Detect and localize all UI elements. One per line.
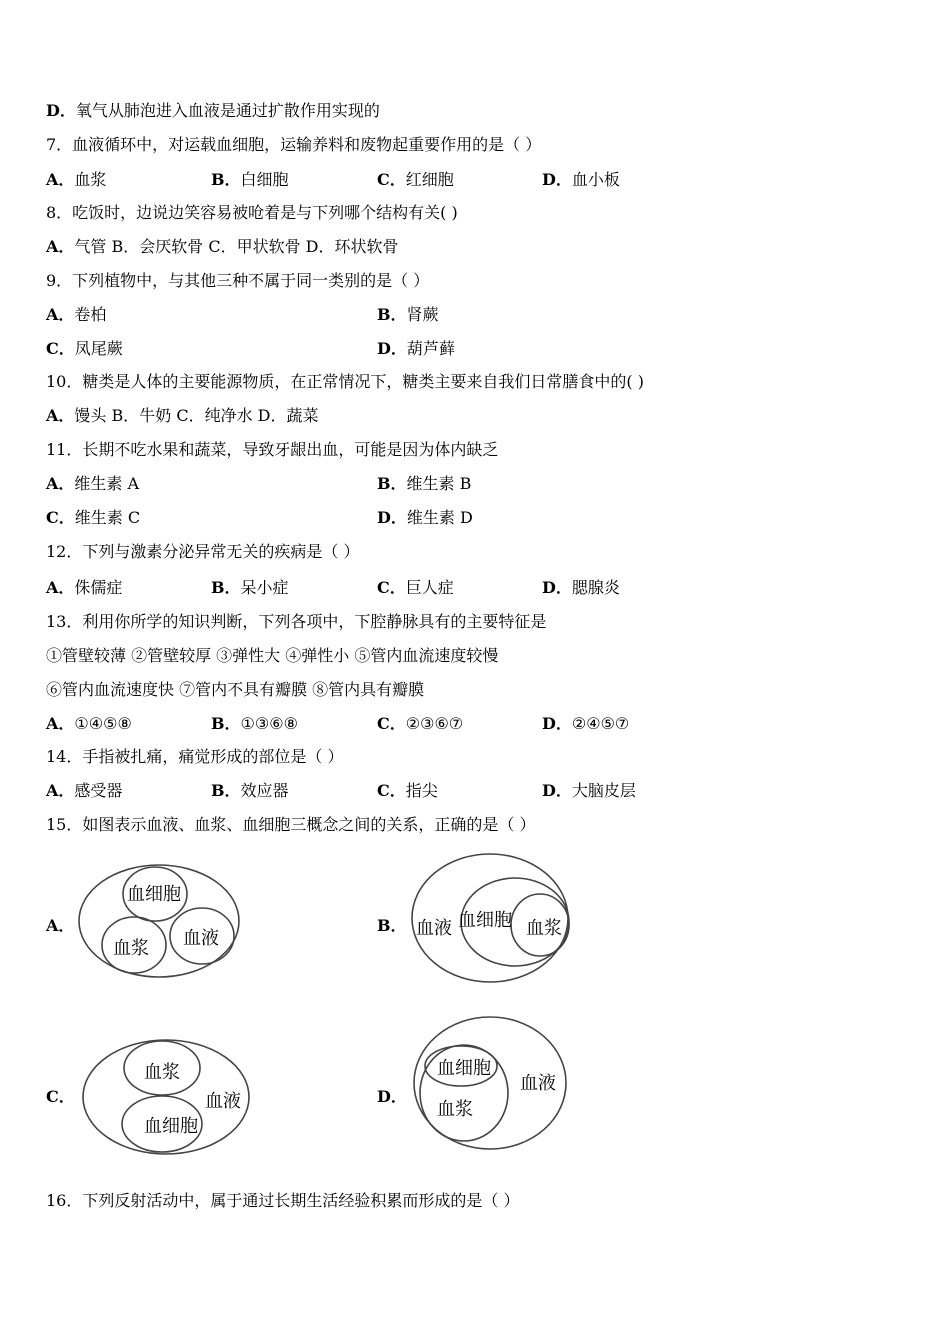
option-text: ①③⑥⑧ bbox=[240, 714, 298, 733]
option-text: 氧气从肺泡进入血液是通过扩散作用实现的 bbox=[75, 101, 380, 120]
term-xuejiang: 血浆 bbox=[437, 1099, 473, 1120]
diagram-d-label: D． bbox=[377, 1087, 407, 1106]
option-label: A． bbox=[46, 781, 75, 800]
q7-option-b bbox=[211, 170, 289, 190]
q11-option-a bbox=[46, 474, 139, 494]
option-text: 维生素 D bbox=[406, 508, 473, 527]
option-text: 维生素 A bbox=[74, 474, 140, 493]
option-text: 馒头 B．牛奶 C．纯净水 D．蔬菜 bbox=[74, 406, 319, 425]
q12-option-b bbox=[211, 578, 289, 598]
term-xuexibao: 血细胞 bbox=[437, 1058, 491, 1079]
option-label: B． bbox=[377, 305, 407, 324]
option-text: 白细胞 bbox=[240, 170, 289, 189]
q12-option-d bbox=[542, 578, 620, 598]
question-16: 16．下列反射活动中，属于通过长期生活经验积累而形成的是（ ） bbox=[46, 1191, 520, 1210]
q13-option-b bbox=[211, 714, 298, 734]
q13-option-d bbox=[542, 714, 629, 734]
q8-options bbox=[46, 237, 399, 257]
option-label: A． bbox=[46, 237, 75, 256]
term-xuexibao: 血细胞 bbox=[458, 910, 512, 931]
option-label: B． bbox=[211, 781, 241, 800]
option-label: A． bbox=[46, 406, 75, 425]
option-label: A． bbox=[46, 305, 75, 324]
option-label: C． bbox=[377, 578, 406, 597]
option-text: ②③⑥⑦ bbox=[405, 714, 464, 733]
option-text: ①④⑤⑧ bbox=[74, 714, 132, 733]
q12-option-a bbox=[46, 578, 122, 598]
diagram-c-label: C． bbox=[46, 1087, 75, 1106]
question-8: 8．吃饭时，边说边笑容易被呛着是与下列哪个结构有关( ) bbox=[46, 203, 458, 222]
q7-option-d bbox=[542, 170, 620, 190]
term-xueye: 血液 bbox=[183, 928, 219, 949]
q14-option-d bbox=[542, 781, 636, 801]
option-label: B． bbox=[377, 474, 407, 493]
option-label: D． bbox=[542, 578, 572, 597]
q9-option-b bbox=[377, 305, 439, 325]
q11-option-b bbox=[377, 474, 471, 494]
option-text: 大脑皮层 bbox=[571, 781, 636, 800]
option-text: 感受器 bbox=[74, 781, 123, 800]
diagram-b bbox=[410, 850, 575, 985]
term-xueye: 血液 bbox=[205, 1091, 241, 1112]
option-label: A． bbox=[46, 578, 75, 597]
question-12: 12．下列与激素分泌异常无关的疾病是（ ） bbox=[46, 542, 360, 561]
q14-option-b bbox=[211, 781, 289, 801]
option-text: 血浆 bbox=[74, 170, 107, 189]
option-label: D． bbox=[542, 714, 572, 733]
option-label: A． bbox=[46, 714, 75, 733]
q10-options bbox=[46, 406, 319, 426]
diagram-a bbox=[75, 860, 245, 980]
question-10: 10．糖类是人体的主要能源物质，在正常情况下，糖类主要来自我们日常膳食中的( ) bbox=[46, 372, 644, 391]
option-text: 血小板 bbox=[571, 170, 620, 189]
term-xuejiang: 血浆 bbox=[526, 918, 562, 939]
q12-option-c bbox=[377, 578, 454, 598]
question-15: 15．如图表示血液、血浆、血细胞三概念之间的关系，正确的是（ ） bbox=[46, 815, 536, 834]
q11-option-d bbox=[377, 508, 473, 528]
q9-option-d bbox=[377, 339, 455, 359]
option-label: B． bbox=[211, 714, 241, 733]
option-text: 腮腺炎 bbox=[571, 578, 620, 597]
q14-option-c bbox=[377, 781, 438, 801]
q7-option-c bbox=[377, 170, 454, 190]
option-text: 红细胞 bbox=[405, 170, 454, 189]
option-text: 卷柏 bbox=[74, 305, 107, 324]
q13-features-line-1: ①管壁较薄 ②管壁较厚 ③弹性大 ④弹性小 ⑤管内血流速度较慢 bbox=[46, 646, 499, 665]
q13-option-c bbox=[377, 714, 463, 734]
term-xuexibao: 血细胞 bbox=[144, 1116, 198, 1137]
term-xuejiang: 血浆 bbox=[144, 1062, 180, 1083]
question-9: 9．下列植物中，与其他三种不属于同一类别的是（ ） bbox=[46, 271, 430, 290]
option-label: C． bbox=[46, 508, 75, 527]
q14-option-a bbox=[46, 781, 122, 801]
option-text: 凤尾蕨 bbox=[74, 339, 123, 358]
question-13: 13．利用你所学的知识判断，下列各项中，下腔静脉具有的主要特征是 bbox=[46, 612, 547, 631]
option-text: 巨人症 bbox=[405, 578, 454, 597]
q13-features-line-2: ⑥管内血流速度快 ⑦管内不具有瓣膜 ⑧管内具有瓣膜 bbox=[46, 680, 425, 699]
diagram-c bbox=[80, 1035, 255, 1157]
option-label: C． bbox=[46, 339, 75, 358]
option-text: 指尖 bbox=[405, 781, 438, 800]
q6-option-d bbox=[46, 101, 380, 121]
option-label: D． bbox=[377, 339, 407, 358]
q13-option-a bbox=[46, 714, 132, 734]
option-text: 呆小症 bbox=[240, 578, 289, 597]
question-11: 11．长期不吃水果和蔬菜，导致牙龈出血，可能是因为体内缺乏 bbox=[46, 440, 499, 459]
option-text: 维生素 B bbox=[406, 474, 472, 493]
option-label: A． bbox=[46, 474, 75, 493]
diagram-b-label: B． bbox=[377, 916, 407, 935]
option-label: D． bbox=[377, 508, 407, 527]
diagram-d bbox=[410, 1013, 575, 1155]
q9-option-c bbox=[46, 339, 123, 359]
term-xueye: 血液 bbox=[416, 918, 452, 939]
term-xuexibao: 血细胞 bbox=[127, 884, 181, 905]
q7-option-a bbox=[46, 170, 106, 190]
option-label: D． bbox=[46, 101, 76, 120]
option-text: 肾蕨 bbox=[406, 305, 439, 324]
option-text: 气管 B．会厌软骨 C．甲状软骨 D．环状软骨 bbox=[74, 237, 399, 256]
option-text: 效应器 bbox=[240, 781, 289, 800]
option-label: D． bbox=[542, 170, 572, 189]
diagram-a-label: A． bbox=[46, 916, 75, 935]
option-label: C． bbox=[377, 714, 406, 733]
option-text: 维生素 C bbox=[74, 508, 141, 527]
option-label: C． bbox=[377, 781, 406, 800]
option-text: ②④⑤⑦ bbox=[571, 714, 630, 733]
q11-option-c bbox=[46, 508, 140, 528]
option-text: 侏儒症 bbox=[74, 578, 123, 597]
option-label: B． bbox=[211, 578, 241, 597]
option-label: A． bbox=[46, 170, 75, 189]
option-label: C． bbox=[377, 170, 406, 189]
term-xuejiang: 血浆 bbox=[113, 938, 149, 959]
option-text: 葫芦藓 bbox=[406, 339, 455, 358]
option-label: D． bbox=[542, 781, 572, 800]
option-label: B． bbox=[211, 170, 241, 189]
q9-option-a bbox=[46, 305, 106, 325]
question-7: 7．血液循环中，对运载血细胞，运输养料和废物起重要作用的是（ ） bbox=[46, 135, 542, 154]
term-xueye: 血液 bbox=[520, 1073, 556, 1094]
question-14: 14．手指被扎痛，痛觉形成的部位是（ ） bbox=[46, 747, 344, 766]
